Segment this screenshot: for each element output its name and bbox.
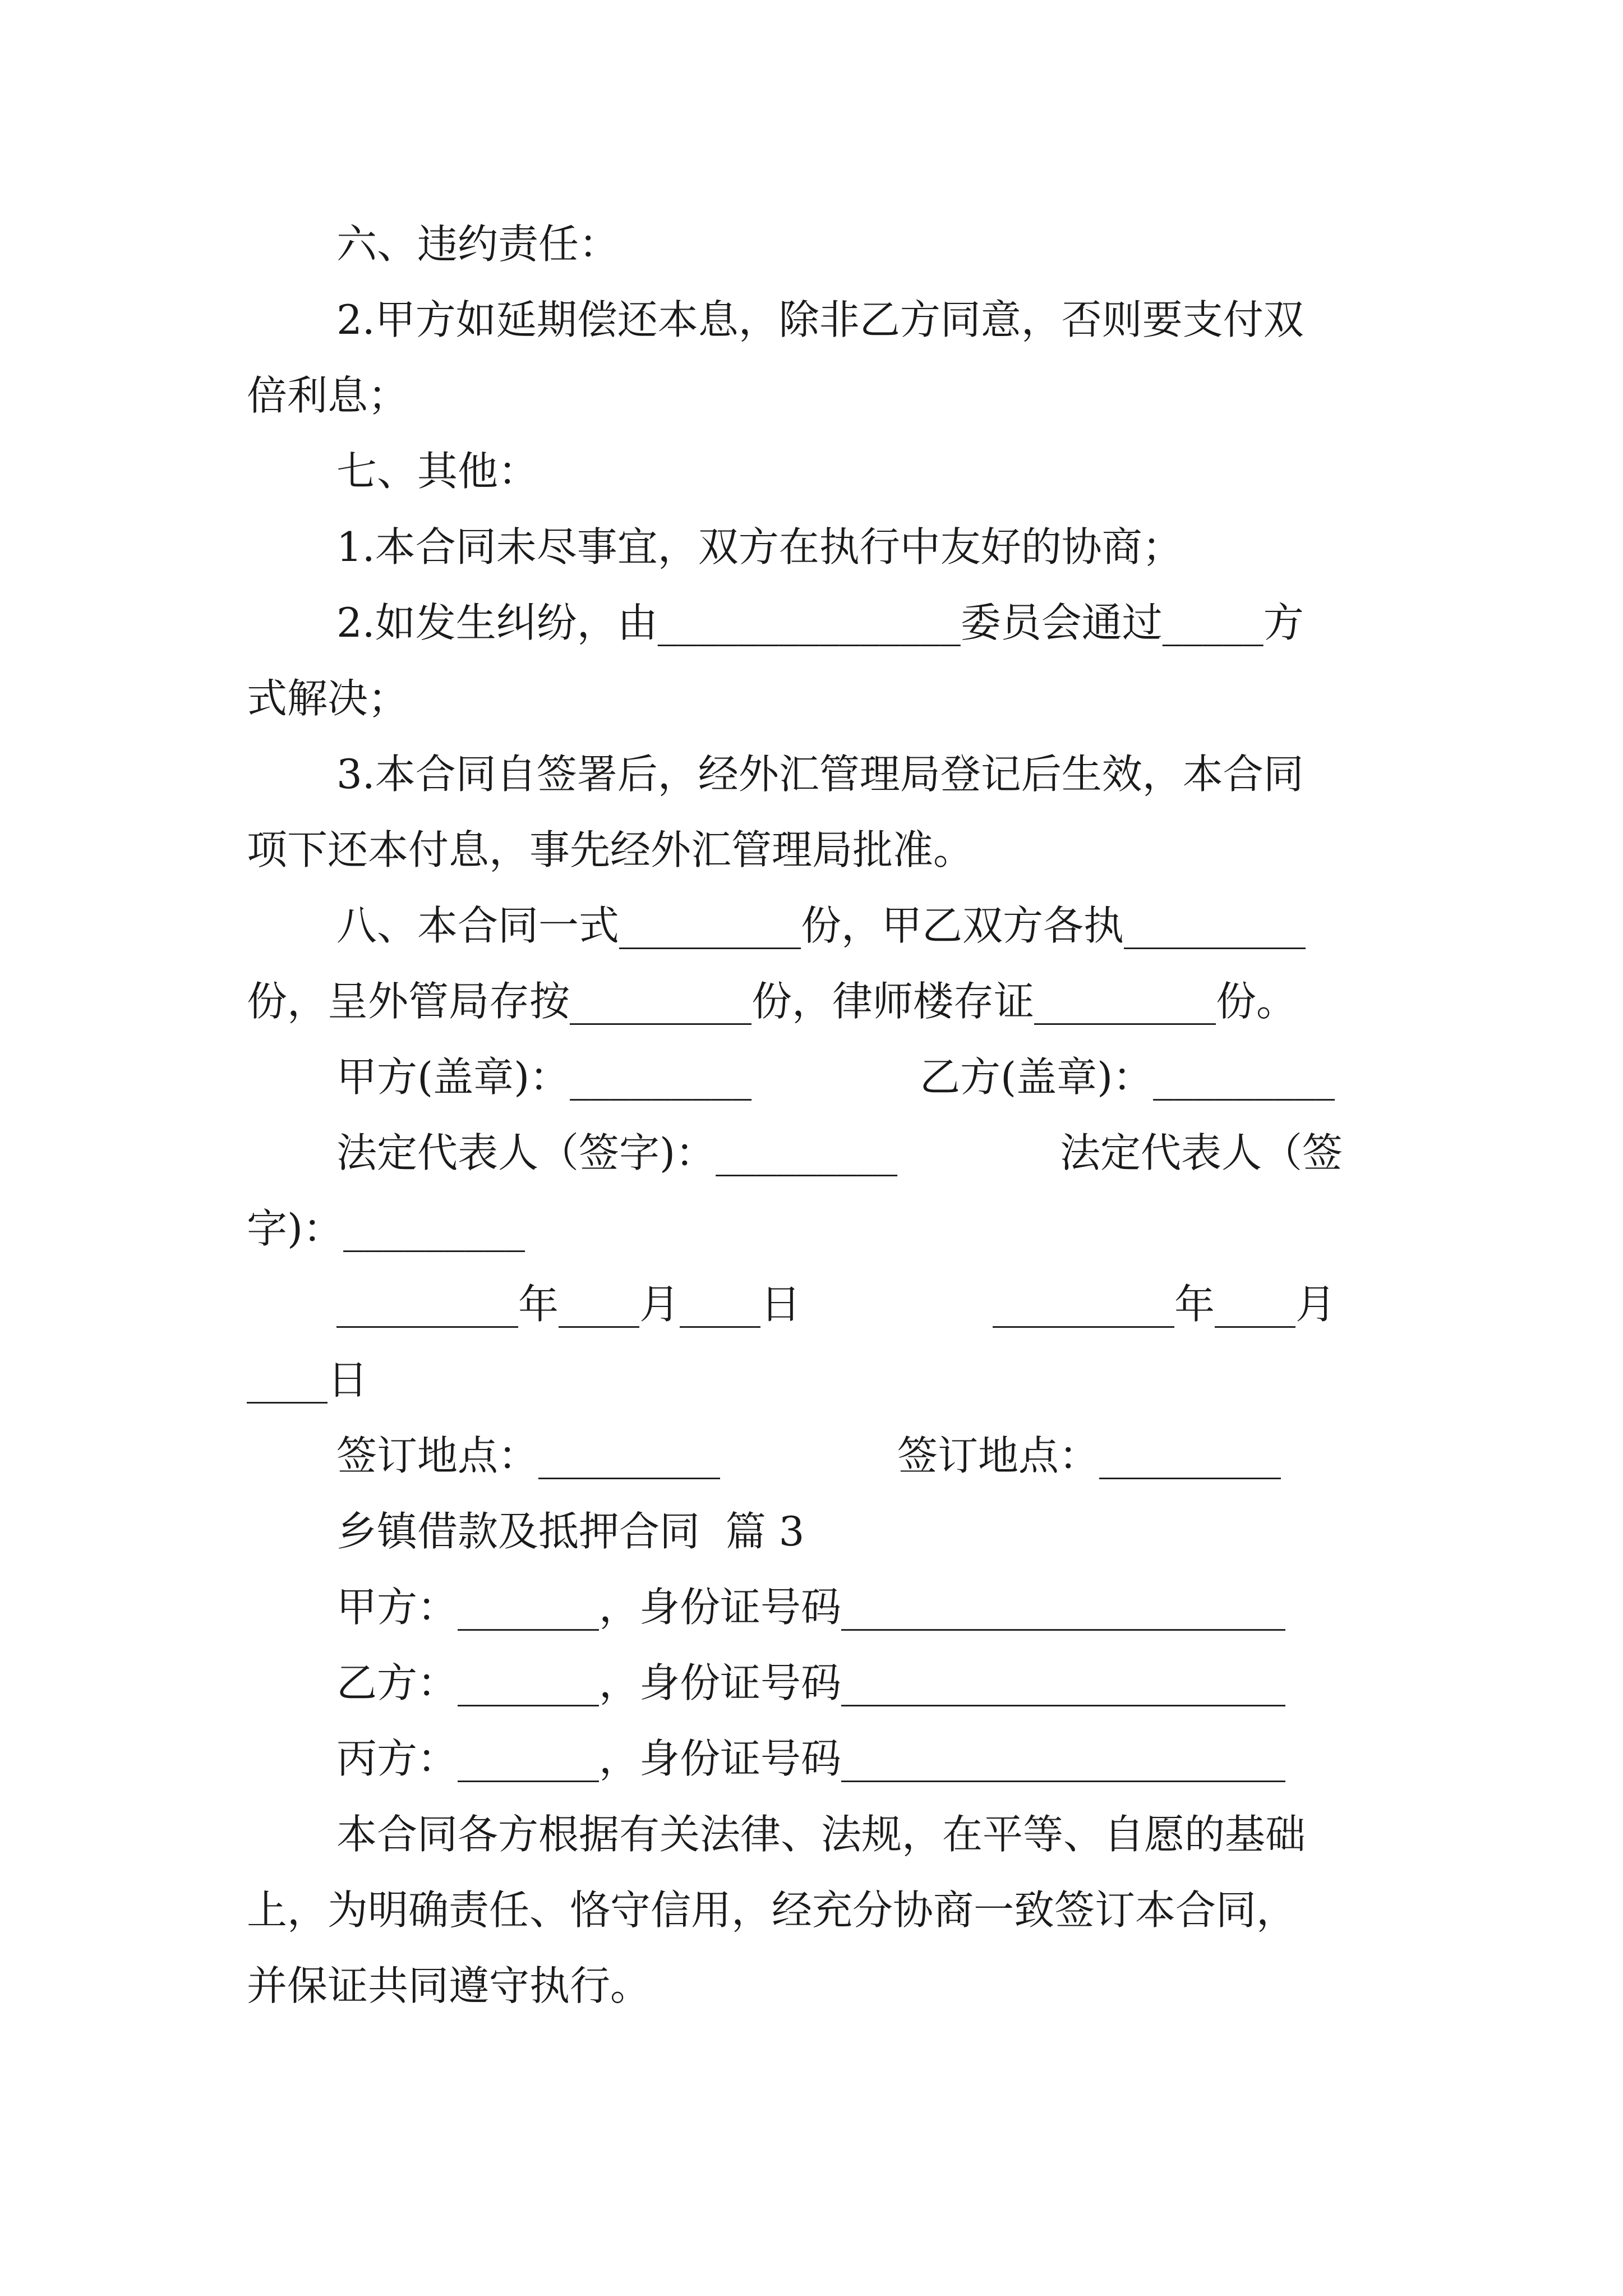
signature-row-date [0, 1273, 1623, 1335]
section-heading-liability: 六、违约责任： [336, 220, 620, 268]
party-c-line: 丙方：_______，身份证号码______________________ [336, 1735, 1286, 1782]
party-a-seal: 甲方(盖章)：_________ [336, 1053, 752, 1101]
party-b-place: 签订地点：_________ [897, 1432, 1281, 1479]
party-b-line: 乙方：_______，身份证号码______________________ [336, 1659, 1286, 1706]
paragraph-line: 2.甲方如延期偿还本息，除非乙方同意，否则要支付双 [336, 296, 1304, 343]
contract-title: 乡镇借款及抵押合同 篇 3 [336, 1508, 805, 1555]
party-a-place: 签订地点：_________ [336, 1432, 721, 1479]
paragraph-line: 上，为明确责任、恪守信用，经充分协商一致签订本合同， [247, 1887, 1297, 1934]
paragraph-line: 项下还本付息，事先经外汇管理局批准。 [247, 826, 974, 873]
paragraph-line: 字)：_________ [247, 1205, 525, 1252]
paragraph-line: 本合同各方根据有关法律、法规，在平等、自愿的基础 [336, 1811, 1306, 1858]
party-b-seal: 乙方(盖章)：_________ [920, 1053, 1335, 1101]
paragraph-line: 1.本合同未尽事宜，双方在执行中友好的协商； [336, 523, 1183, 570]
paragraph-line: 2.如发生纠纷，由_______________委员会通过_____方 [336, 599, 1304, 646]
paragraph-line: 3.本合同自签署后，经外汇管理局登记后生效，本合同 [336, 751, 1304, 798]
signature-row-seal [0, 1046, 1623, 1108]
party-b-date: _________年____月 [993, 1281, 1336, 1328]
paragraph-line: 倍利息； [247, 372, 409, 419]
paragraph-line: ____日 [247, 1356, 368, 1404]
paragraph-line: 八、本合同一式_________份，甲乙双方各执_________ [336, 902, 1306, 949]
signature-row-representative [0, 1122, 1623, 1184]
paragraph-line: 并保证共同遵守执行。 [247, 1962, 651, 2009]
paragraph-line: 份，呈外管局存按_________份，律师楼存证_________份。 [247, 978, 1297, 1025]
section-heading-other: 七、其他： [336, 448, 539, 495]
paragraph-line: 式解决； [247, 675, 409, 722]
party-a-date: _________年____月____日 [336, 1281, 801, 1328]
signature-row-place [0, 1425, 1623, 1487]
party-a-line: 甲方：_______，身份证号码______________________ [336, 1584, 1286, 1631]
party-a-representative: 法定代表人（签字)：_________ [336, 1129, 898, 1176]
party-b-representative: 法定代表人（签 [1060, 1129, 1343, 1176]
